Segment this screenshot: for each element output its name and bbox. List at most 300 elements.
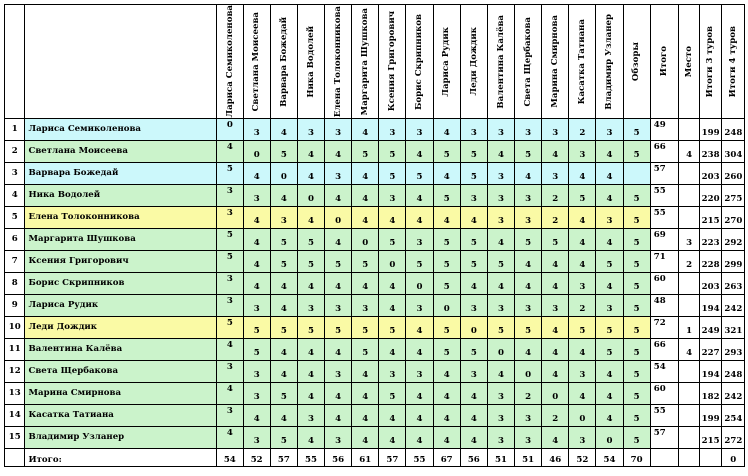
- place-cell: [679, 273, 699, 295]
- participant-name: Лариса Рудик: [25, 295, 217, 317]
- column-header-label: Касатка Татиана: [577, 18, 588, 105]
- column-header: [623, 5, 650, 119]
- score-cell: 4: [325, 229, 352, 251]
- row-number: 10: [5, 317, 25, 339]
- score-cell: 4: [433, 163, 460, 185]
- score-cell: 4: [325, 141, 352, 163]
- score-cell: 5: [270, 383, 297, 405]
- table-row: [5, 427, 745, 449]
- total-cell: 48: [650, 295, 679, 317]
- score-cell: 5: [460, 339, 487, 361]
- column-header-label: Маргарита Шушкова: [359, 7, 370, 116]
- score-cell: 5: [623, 427, 650, 449]
- score-cell: 4: [596, 273, 623, 295]
- score-cell: 5: [623, 383, 650, 405]
- round4-total-cell: 299: [722, 251, 745, 273]
- score-cell: 0: [596, 427, 623, 449]
- column-header: [352, 5, 379, 119]
- score-cell: 4: [379, 273, 406, 295]
- column-total: 52: [243, 449, 270, 467]
- column-header: [433, 5, 460, 119]
- score-cell: 2: [542, 207, 569, 229]
- score-cell: 4: [270, 119, 297, 141]
- self-score: 4: [217, 141, 244, 163]
- score-cell: 4: [379, 295, 406, 317]
- score-cell: 3: [243, 361, 270, 383]
- score-cell: 3: [515, 405, 542, 427]
- participant-name: Маргарита Шушкова: [25, 229, 217, 251]
- score-cell: 4: [542, 339, 569, 361]
- score-cell: 5: [623, 405, 650, 427]
- column-header-label: Ксения Григорович: [387, 11, 398, 112]
- score-cell: 3: [243, 185, 270, 207]
- score-cell: 4: [406, 427, 433, 449]
- score-cell: 4: [243, 273, 270, 295]
- score-cell: 4: [297, 361, 324, 383]
- row-number: 14: [5, 405, 25, 427]
- score-cell: 0: [270, 163, 297, 185]
- score-cell: 4: [596, 361, 623, 383]
- score-cell: 3: [542, 119, 569, 141]
- column-total: 57: [379, 449, 406, 467]
- score-cell: 4: [433, 383, 460, 405]
- score-cell: 5: [352, 339, 379, 361]
- score-cell: 5: [623, 119, 650, 141]
- score-cell: 3: [487, 295, 514, 317]
- column-total: 0: [722, 449, 745, 467]
- score-cell: 4: [352, 185, 379, 207]
- table-row: [5, 383, 745, 405]
- score-cell: 4: [325, 405, 352, 427]
- place-cell: [679, 119, 699, 141]
- score-cell: 5: [379, 317, 406, 339]
- table-row: [5, 405, 745, 427]
- score-cell: 5: [379, 383, 406, 405]
- round3-total-cell: 227: [699, 339, 722, 361]
- score-cell: 3: [243, 427, 270, 449]
- self-score: 5: [217, 229, 244, 251]
- column-total: [650, 449, 679, 467]
- score-cell: 4: [325, 339, 352, 361]
- place-cell: [679, 295, 699, 317]
- round4-total-cell: 248: [722, 119, 745, 141]
- score-cell: 4: [297, 163, 324, 185]
- score-cell: 5: [487, 317, 514, 339]
- round3-total-cell: 182: [699, 383, 722, 405]
- column-header-label: Елена Толоконникова: [332, 5, 343, 118]
- score-cell: 3: [297, 295, 324, 317]
- participant-name: Варвара Божедай: [25, 163, 217, 185]
- row-number: 11: [5, 339, 25, 361]
- table-row: [5, 295, 745, 317]
- total-cell: 55: [650, 185, 679, 207]
- row-number: 15: [5, 427, 25, 449]
- score-cell: 5: [379, 141, 406, 163]
- score-cell: 4: [406, 185, 433, 207]
- score-cell: 3: [487, 383, 514, 405]
- score-cell: 5: [623, 185, 650, 207]
- score-cell: 4: [379, 427, 406, 449]
- score-cell: 5: [270, 251, 297, 273]
- round3-total-cell: 203: [699, 163, 722, 185]
- score-cell: 4: [243, 229, 270, 251]
- table-row: [5, 317, 745, 339]
- column-header: [699, 5, 722, 119]
- round3-total-cell: 199: [699, 405, 722, 427]
- score-cell: 3: [487, 207, 514, 229]
- score-cell: 4: [596, 185, 623, 207]
- table-row: [5, 361, 745, 383]
- score-cell: 4: [460, 383, 487, 405]
- self-score: 5: [217, 251, 244, 273]
- corner-cell: [5, 5, 25, 119]
- score-cell: 3: [596, 295, 623, 317]
- place-cell: [679, 185, 699, 207]
- score-cell: 5: [406, 163, 433, 185]
- self-score: 5: [217, 163, 244, 185]
- score-cell: 5: [297, 317, 324, 339]
- score-cell: 3: [325, 119, 352, 141]
- round3-total-cell: 228: [699, 251, 722, 273]
- score-cell: 3: [325, 295, 352, 317]
- round4-total-cell: 292: [722, 229, 745, 251]
- column-total: 52: [569, 449, 596, 467]
- participant-name: Лариса Семиколенова: [25, 119, 217, 141]
- column-total: 55: [406, 449, 433, 467]
- score-cell: 4: [487, 229, 514, 251]
- score-cell: 5: [515, 317, 542, 339]
- score-cell: 2: [569, 295, 596, 317]
- participant-name: Валентина Калёва: [25, 339, 217, 361]
- place-cell: [679, 405, 699, 427]
- round3-total-cell: 203: [699, 273, 722, 295]
- table-row: [5, 185, 745, 207]
- score-cell: 3: [352, 295, 379, 317]
- column-header-label: Обзоры: [631, 41, 642, 82]
- score-cell: 5: [596, 317, 623, 339]
- round4-total-cell: 304: [722, 141, 745, 163]
- score-cell: 3: [487, 119, 514, 141]
- round4-total-cell: 254: [722, 405, 745, 427]
- place-cell: [679, 207, 699, 229]
- column-header: [217, 5, 244, 119]
- column-total: 51: [487, 449, 514, 467]
- score-cell: 4: [270, 273, 297, 295]
- table-row: [5, 273, 745, 295]
- score-cell: 5: [433, 251, 460, 273]
- table-row: [5, 339, 745, 361]
- score-cell: 5: [623, 229, 650, 251]
- self-score: 0: [217, 119, 244, 141]
- score-cell: 4: [487, 273, 514, 295]
- score-cell: 4: [433, 405, 460, 427]
- score-cell: 5: [542, 229, 569, 251]
- score-cell: 2: [515, 383, 542, 405]
- total-cell: 66: [650, 141, 679, 163]
- score-cell: 5: [379, 229, 406, 251]
- score-cell: 4: [515, 273, 542, 295]
- score-cell: 4: [596, 405, 623, 427]
- self-score: 3: [217, 295, 244, 317]
- score-cell: 0: [433, 295, 460, 317]
- score-cell: 0: [542, 383, 569, 405]
- score-cell: 5: [297, 251, 324, 273]
- score-cell: 4: [596, 141, 623, 163]
- score-cell: 3: [406, 295, 433, 317]
- score-cell: 4: [433, 207, 460, 229]
- score-cell: 3: [325, 427, 352, 449]
- participant-name: Ксения Григорович: [25, 251, 217, 273]
- score-cell: 3: [569, 427, 596, 449]
- score-cell: 3: [243, 383, 270, 405]
- row-number: 3: [5, 163, 25, 185]
- column-total: 54: [217, 449, 244, 467]
- place-cell: [679, 383, 699, 405]
- total-cell: 71: [650, 251, 679, 273]
- column-header-label: Валентина Калёва: [495, 14, 506, 109]
- participant-name: Елена Толоконникова: [25, 207, 217, 229]
- score-cell: 5: [515, 229, 542, 251]
- self-score: 3: [217, 273, 244, 295]
- column-header: [515, 5, 542, 119]
- score-cell: 4: [297, 273, 324, 295]
- participant-name: Светлана Моисеева: [25, 141, 217, 163]
- column-header-label: Варвара Божедай: [278, 16, 289, 107]
- column-header: [325, 5, 352, 119]
- score-cell: 5: [623, 295, 650, 317]
- column-header: [679, 5, 699, 119]
- score-cell: 3: [406, 361, 433, 383]
- score-cell: 0: [487, 339, 514, 361]
- row-number: 9: [5, 295, 25, 317]
- column-total: 61: [352, 449, 379, 467]
- score-cell: 3: [297, 119, 324, 141]
- round4-total-cell: 293: [722, 339, 745, 361]
- score-cell: 4: [460, 207, 487, 229]
- score-cell: 5: [270, 317, 297, 339]
- participant-name: Ника Водолей: [25, 185, 217, 207]
- score-cell: 4: [596, 229, 623, 251]
- score-cell: 4: [487, 361, 514, 383]
- score-cell: 5: [515, 141, 542, 163]
- participant-name: Марина Смирнова: [25, 383, 217, 405]
- score-cell: 4: [460, 427, 487, 449]
- score-cell: 5: [352, 317, 379, 339]
- total-cell: 57: [650, 163, 679, 185]
- column-header: [406, 5, 433, 119]
- score-cell: 4: [569, 383, 596, 405]
- column-total: 54: [596, 449, 623, 467]
- score-cell: 4: [569, 229, 596, 251]
- total-cell: 66: [650, 339, 679, 361]
- score-cell: 3: [460, 361, 487, 383]
- score-cell: 5: [352, 251, 379, 273]
- score-cell: 4: [352, 207, 379, 229]
- score-cell: 3: [460, 185, 487, 207]
- participant-name: Леди Дождик: [25, 317, 217, 339]
- column-header-label: Леди Дождик: [468, 27, 479, 96]
- totals-corner: [5, 449, 25, 467]
- place-cell: 3: [679, 229, 699, 251]
- column-total: 57: [270, 449, 297, 467]
- column-header-label: Итого: [659, 46, 670, 77]
- score-cell: 4: [325, 273, 352, 295]
- column-header: [596, 5, 623, 119]
- score-cell: 4: [406, 207, 433, 229]
- score-cell: 3: [270, 207, 297, 229]
- row-number: 4: [5, 185, 25, 207]
- row-number: 13: [5, 383, 25, 405]
- total-cell: 72: [650, 317, 679, 339]
- score-cell: 4: [352, 361, 379, 383]
- total-cell: 49: [650, 119, 679, 141]
- score-cell: 3: [460, 119, 487, 141]
- score-cell: 4: [379, 207, 406, 229]
- total-cell: 57: [650, 427, 679, 449]
- score-cell: 2: [542, 185, 569, 207]
- self-score: 3: [217, 207, 244, 229]
- round4-total-cell: 270: [722, 207, 745, 229]
- place-cell: 1: [679, 317, 699, 339]
- score-cell: 4: [406, 339, 433, 361]
- column-total: [679, 449, 699, 467]
- score-cell: 4: [460, 405, 487, 427]
- score-cell: 4: [406, 405, 433, 427]
- table-row: [5, 229, 745, 251]
- total-cell: 60: [650, 383, 679, 405]
- round4-total-cell: 248: [722, 361, 745, 383]
- score-cell: 5: [623, 339, 650, 361]
- score-cell: 5: [325, 317, 352, 339]
- round3-total-cell: 199: [699, 119, 722, 141]
- column-header-label: Владимир Узланер: [604, 13, 615, 110]
- column-total: 70: [623, 449, 650, 467]
- score-cell: 4: [243, 405, 270, 427]
- self-score: 4: [217, 339, 244, 361]
- score-cell: 3: [569, 141, 596, 163]
- score-cell: 5: [569, 185, 596, 207]
- score-cell: 4: [297, 339, 324, 361]
- score-cell: 4: [542, 361, 569, 383]
- score-cell: 4: [515, 163, 542, 185]
- score-cell: 5: [460, 229, 487, 251]
- score-cell: 4: [352, 163, 379, 185]
- score-cell: 4: [569, 163, 596, 185]
- score-cell: 5: [460, 251, 487, 273]
- score-cell: 4: [433, 119, 460, 141]
- score-cell: 2: [542, 405, 569, 427]
- score-cell: 4: [297, 207, 324, 229]
- column-header-label: Лариса Семиколенова: [224, 5, 235, 118]
- column-header: [379, 5, 406, 119]
- score-cell: 3: [542, 295, 569, 317]
- score-cell: 3: [515, 427, 542, 449]
- self-score: 3: [217, 405, 244, 427]
- column-header-label: Ника Водолей: [305, 25, 316, 98]
- round3-total-cell: 194: [699, 295, 722, 317]
- round3-total-cell: 215: [699, 427, 722, 449]
- score-cell: 3: [569, 273, 596, 295]
- place-cell: [679, 427, 699, 449]
- score-cell: 0: [243, 141, 270, 163]
- score-cell: 4: [270, 185, 297, 207]
- round4-total-cell: 263: [722, 273, 745, 295]
- score-cell: 5: [433, 229, 460, 251]
- score-cell: 4: [270, 361, 297, 383]
- score-cell: 4: [270, 405, 297, 427]
- table-row: [5, 119, 745, 141]
- score-cell: 4: [243, 251, 270, 273]
- totals-row: [5, 449, 745, 467]
- score-cell: 4: [542, 317, 569, 339]
- place-cell: [679, 361, 699, 383]
- total-cell: 60: [650, 273, 679, 295]
- total-cell: 69: [650, 229, 679, 251]
- round4-total-cell: 275: [722, 185, 745, 207]
- place-cell: 4: [679, 141, 699, 163]
- score-cell: 4: [406, 141, 433, 163]
- score-cell: 0: [352, 229, 379, 251]
- column-total: 51: [515, 449, 542, 467]
- round3-total-cell: 194: [699, 361, 722, 383]
- score-cell: 4: [542, 141, 569, 163]
- score-cell: 4: [542, 273, 569, 295]
- score-cell: 5: [623, 361, 650, 383]
- score-cell: 3: [243, 119, 270, 141]
- score-cell: 3: [406, 119, 433, 141]
- column-header: [722, 5, 745, 119]
- score-cell: 4: [325, 383, 352, 405]
- score-cell: 5: [596, 251, 623, 273]
- score-cell: 3: [596, 119, 623, 141]
- score-cell: 5: [487, 251, 514, 273]
- round4-total-cell: 272: [722, 427, 745, 449]
- column-header-label: Лариса Рудик: [441, 26, 452, 97]
- score-cell: 4: [297, 427, 324, 449]
- score-cell: 4: [352, 273, 379, 295]
- score-cell: 0: [406, 273, 433, 295]
- score-cell: 5: [433, 317, 460, 339]
- participant-name: Владимир Узланер: [25, 427, 217, 449]
- self-score: 3: [217, 361, 244, 383]
- score-cell: 2: [569, 119, 596, 141]
- score-cell: 4: [433, 361, 460, 383]
- score-cell: 3: [515, 207, 542, 229]
- column-header: [569, 5, 596, 119]
- header-row: [5, 5, 745, 119]
- self-score: 4: [217, 383, 244, 405]
- score-cell: 3: [487, 163, 514, 185]
- score-cell: 3: [596, 207, 623, 229]
- column-header: [650, 5, 679, 119]
- score-cell: 3: [297, 405, 324, 427]
- score-cell: 4: [352, 405, 379, 427]
- column-total: 55: [297, 449, 324, 467]
- column-total: 67: [433, 449, 460, 467]
- participant-name: Света Щербакова: [25, 361, 217, 383]
- column-header-label: Борис Скрипников: [414, 13, 425, 110]
- column-header-label: Света Щербакова: [522, 16, 533, 107]
- score-cell: 0: [379, 251, 406, 273]
- score-cell: 4: [379, 405, 406, 427]
- place-cell: [679, 163, 699, 185]
- score-cell: 5: [243, 339, 270, 361]
- score-cell: 5: [243, 317, 270, 339]
- self-score: 3: [217, 185, 244, 207]
- row-number: 2: [5, 141, 25, 163]
- score-cell: 0: [460, 317, 487, 339]
- score-cell: 5: [297, 229, 324, 251]
